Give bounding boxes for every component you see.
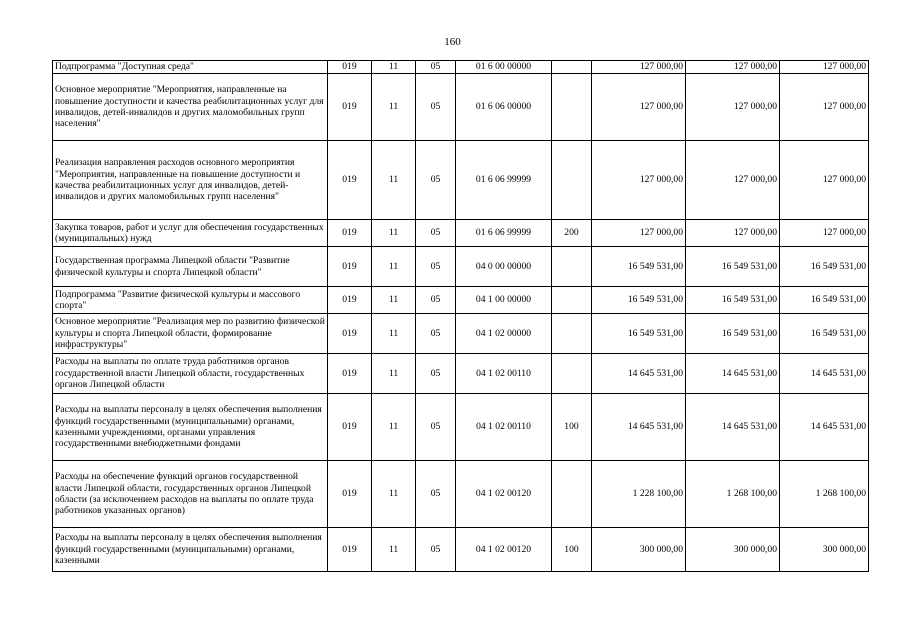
table-row <box>53 247 869 287</box>
row-subsection-code: 05 <box>416 220 456 247</box>
row-sum-year-2: 300 000,00 <box>686 528 780 572</box>
row-name: Подпрограмма "Доступная среда" <box>53 61 328 74</box>
table-row <box>53 354 869 394</box>
table-row <box>53 314 869 354</box>
row-target-code: 04 0 00 00000 <box>456 247 552 287</box>
row-section-code: 11 <box>372 61 416 74</box>
row-expense-type-code: 100 <box>552 528 592 572</box>
row-sum-year-2: 16 549 531,00 <box>686 314 780 354</box>
row-name: Реализация направления расходов основного мероприятия "Мероприятия, направленные на повышение доступности и качества реабилитационных услуг для инвалидов, детей-инвалидов и других маломобильных групп населения" <box>53 141 328 220</box>
row-subsection-code: 05 <box>416 61 456 74</box>
row-ministry-code: 019 <box>328 141 372 220</box>
row-expense-type-code <box>552 141 592 220</box>
row-sum-year-1: 16 549 531,00 <box>592 287 686 314</box>
row-sum-year-1: 300 000,00 <box>592 528 686 572</box>
row-target-code: 04 1 02 00120 <box>456 461 552 528</box>
row-name: Расходы на выплаты по оплате труда работников органов государственной власти Липецкой области, государственных органов Липецкой области <box>53 354 328 394</box>
row-sum-year-3: 127 000,00 <box>780 74 869 141</box>
row-sum-year-1: 16 549 531,00 <box>592 314 686 354</box>
row-target-code: 04 1 00 00000 <box>456 287 552 314</box>
row-subsection-code: 05 <box>416 461 456 528</box>
row-sum-year-2: 14 645 531,00 <box>686 394 780 461</box>
row-target-code: 04 1 02 00120 <box>456 528 552 572</box>
table-row <box>53 74 869 141</box>
row-sum-year-3: 1 268 100,00 <box>780 461 869 528</box>
row-subsection-code: 05 <box>416 247 456 287</box>
row-ministry-code: 019 <box>328 74 372 141</box>
row-section-code: 11 <box>372 141 416 220</box>
row-sum-year-2: 1 268 100,00 <box>686 461 780 528</box>
row-section-code: 11 <box>372 394 416 461</box>
row-sum-year-2: 127 000,00 <box>686 220 780 247</box>
row-target-code: 04 1 02 00110 <box>456 354 552 394</box>
table-row <box>53 461 869 528</box>
row-ministry-code: 019 <box>328 314 372 354</box>
row-sum-year-2: 14 645 531,00 <box>686 354 780 394</box>
row-target-code: 01 6 06 99999 <box>456 220 552 247</box>
row-sum-year-1: 127 000,00 <box>592 141 686 220</box>
row-ministry-code: 019 <box>328 220 372 247</box>
row-section-code: 11 <box>372 220 416 247</box>
row-subsection-code: 05 <box>416 314 456 354</box>
table-row <box>53 141 869 220</box>
table-row <box>53 61 869 74</box>
row-name: Основное мероприятие "Мероприятия, направленные на повышение доступности и качества реабилитационных услуг для инвалидов, детей-инвалидов и других маломобильных групп населения" <box>53 74 328 141</box>
row-sum-year-2: 16 549 531,00 <box>686 287 780 314</box>
row-sum-year-2: 127 000,00 <box>686 74 780 141</box>
row-expense-type-code <box>552 314 592 354</box>
row-expense-type-code <box>552 287 592 314</box>
row-target-code: 04 1 02 00000 <box>456 314 552 354</box>
row-sum-year-2: 127 000,00 <box>686 141 780 220</box>
row-ministry-code: 019 <box>328 461 372 528</box>
row-sum-year-2: 127 000,00 <box>686 61 780 74</box>
row-sum-year-1: 16 549 531,00 <box>592 247 686 287</box>
row-section-code: 11 <box>372 314 416 354</box>
row-sum-year-3: 16 549 531,00 <box>780 287 869 314</box>
row-subsection-code: 05 <box>416 354 456 394</box>
row-subsection-code: 05 <box>416 394 456 461</box>
table-row <box>53 287 869 314</box>
row-sum-year-1: 127 000,00 <box>592 61 686 74</box>
row-name: Основное мероприятие "Реализация мер по развитию физической культуры и спорта Липецкой области, формирование инфраструктуры" <box>53 314 328 354</box>
page-number: 160 <box>444 36 461 48</box>
row-sum-year-3: 16 549 531,00 <box>780 314 869 354</box>
row-section-code: 11 <box>372 461 416 528</box>
row-ministry-code: 019 <box>328 354 372 394</box>
row-section-code: 11 <box>372 354 416 394</box>
table-row <box>53 394 869 461</box>
row-expense-type-code: 200 <box>552 220 592 247</box>
row-sum-year-2: 16 549 531,00 <box>686 247 780 287</box>
row-subsection-code: 05 <box>416 74 456 141</box>
row-target-code: 04 1 02 00110 <box>456 394 552 461</box>
row-name: Расходы на выплаты персоналу в целях обеспечения выполнения функций государственными (муниципальными) органами, казенными <box>53 528 328 572</box>
table-row <box>53 528 869 572</box>
table-row <box>53 220 869 247</box>
row-sum-year-1: 127 000,00 <box>592 74 686 141</box>
row-sum-year-3: 127 000,00 <box>780 61 869 74</box>
row-ministry-code: 019 <box>328 528 372 572</box>
row-subsection-code: 05 <box>416 287 456 314</box>
row-sum-year-3: 16 549 531,00 <box>780 247 869 287</box>
row-target-code: 01 6 00 00000 <box>456 61 552 74</box>
row-expense-type-code: 100 <box>552 394 592 461</box>
budget-table <box>52 60 869 572</box>
row-section-code: 11 <box>372 528 416 572</box>
row-sum-year-3: 127 000,00 <box>780 220 869 247</box>
row-expense-type-code <box>552 247 592 287</box>
row-ministry-code: 019 <box>328 287 372 314</box>
row-sum-year-3: 14 645 531,00 <box>780 394 869 461</box>
row-subsection-code: 05 <box>416 528 456 572</box>
row-section-code: 11 <box>372 247 416 287</box>
row-expense-type-code <box>552 354 592 394</box>
row-ministry-code: 019 <box>328 61 372 74</box>
row-name: Расходы на выплаты персоналу в целях обеспечения выполнения функций государственными (муниципальными) органами, казенными учреждениями, органами управления государственными внебюджетными фондами <box>53 394 328 461</box>
row-sum-year-1: 1 228 100,00 <box>592 461 686 528</box>
row-name: Расходы на обеспечение функций органов государственной власти Липецкой области, государственных органов Липецкой области (за исключением расходов на выплаты по оплате труда работников указанных органов) <box>53 461 328 528</box>
row-sum-year-3: 14 645 531,00 <box>780 354 869 394</box>
row-ministry-code: 019 <box>328 394 372 461</box>
row-target-code: 01 6 06 00000 <box>456 74 552 141</box>
row-subsection-code: 05 <box>416 141 456 220</box>
row-name: Подпрограмма "Развитие физической культуры и массового спорта" <box>53 287 328 314</box>
row-name: Государственная программа Липецкой области "Развитие физической культуры и спорта Липецкой области" <box>53 247 328 287</box>
row-expense-type-code <box>552 61 592 74</box>
row-sum-year-1: 14 645 531,00 <box>592 354 686 394</box>
row-sum-year-3: 127 000,00 <box>780 141 869 220</box>
row-expense-type-code <box>552 74 592 141</box>
row-ministry-code: 019 <box>328 247 372 287</box>
row-sum-year-1: 14 645 531,00 <box>592 394 686 461</box>
row-sum-year-3: 300 000,00 <box>780 528 869 572</box>
row-section-code: 11 <box>372 74 416 141</box>
row-sum-year-1: 127 000,00 <box>592 220 686 247</box>
row-target-code: 01 6 06 99999 <box>456 141 552 220</box>
row-section-code: 11 <box>372 287 416 314</box>
row-expense-type-code <box>552 461 592 528</box>
row-name: Закупка товаров, работ и услуг для обеспечения государственных (муниципальных) нужд <box>53 220 328 247</box>
